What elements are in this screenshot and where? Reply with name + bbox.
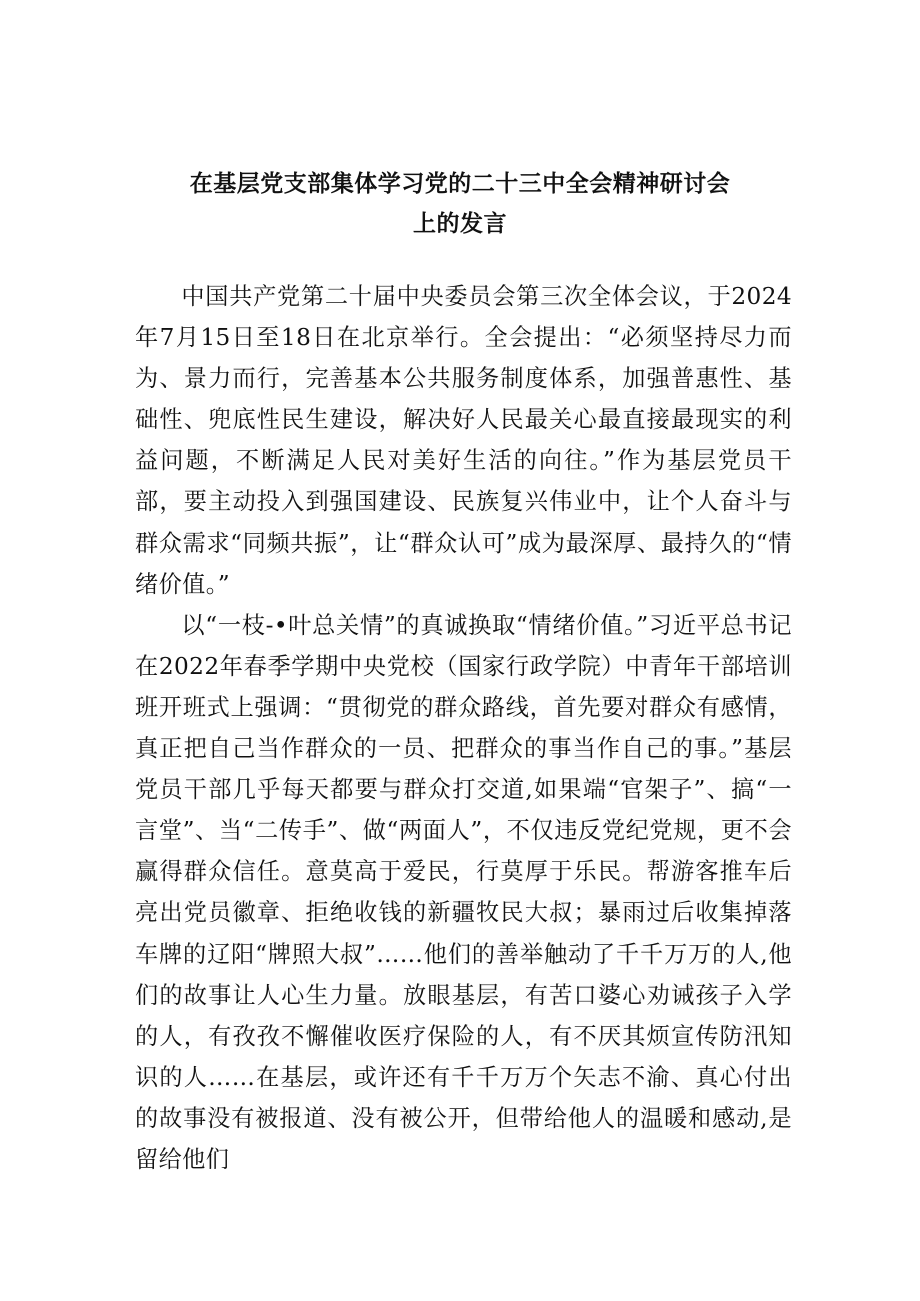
title-line-1: 在基层党支部集体学习党的二十三中全会精神研讨会 xyxy=(189,171,731,197)
paragraph-1: 中国共产党第二十届中央委员会第三次全体会议，于2024年7月15日至18日在北京举行。全会提出：“必须坚持尽力而为、景力而行，完善基本公共服务制度体系，加强普惠性、基础性、兜底性民生建设，解决好人民最关心最直接最现实的利益问题，不断满足人民对美好生活的向往。”作为基层党员干部，要主动投入到强国建设、民族复兴伟业中，让个人奋斗与群众需求“同频共振”，让“群众认可”成为最深厚、最持久的“情绪价值。” xyxy=(135,283,792,598)
document-title xyxy=(110,164,810,244)
paragraph-2: 以“一枝-•叶总关情”的真诚换取“情绪价值。”习近平总书记在2022年春季学期中央党校（国家行政学院）中青年干部培训班开班式上强调：“贯彻党的群众路线，首先要对群众有感情，真正把自己当作群众的一员、把群众的事当作自己的事。”基层党员干部几乎每天都要与群众打交道,如果端“官架子”、搞“一言堂”、当“二传手”、做“两面人”，不仅违反党纪党规，更不会赢得群众信任。意莫高于爱民，行莫厚于乐民。帮游客推车后亮出党员徽章、拒绝收钱的新疆牧民大叔；暴雨过后收集掉落车牌的辽阳“牌照大叔”……他们的善举触动了千千万万的人,他们的故事让人心生力量。放眼基层，有苦口婆心劝诫孩子入学的人，有孜孜不懈催收医疗保险的人，有不厌其烦宣传防汛知识的人……在基层，或许还有千千万万个矢志不渝、真心付出的故事没有被报道、没有被公开，但带给他人的温暖和感动,是留给他们 xyxy=(135,611,792,1173)
document-body xyxy=(135,276,792,1180)
title-line-2: 上的发言 xyxy=(413,211,507,237)
